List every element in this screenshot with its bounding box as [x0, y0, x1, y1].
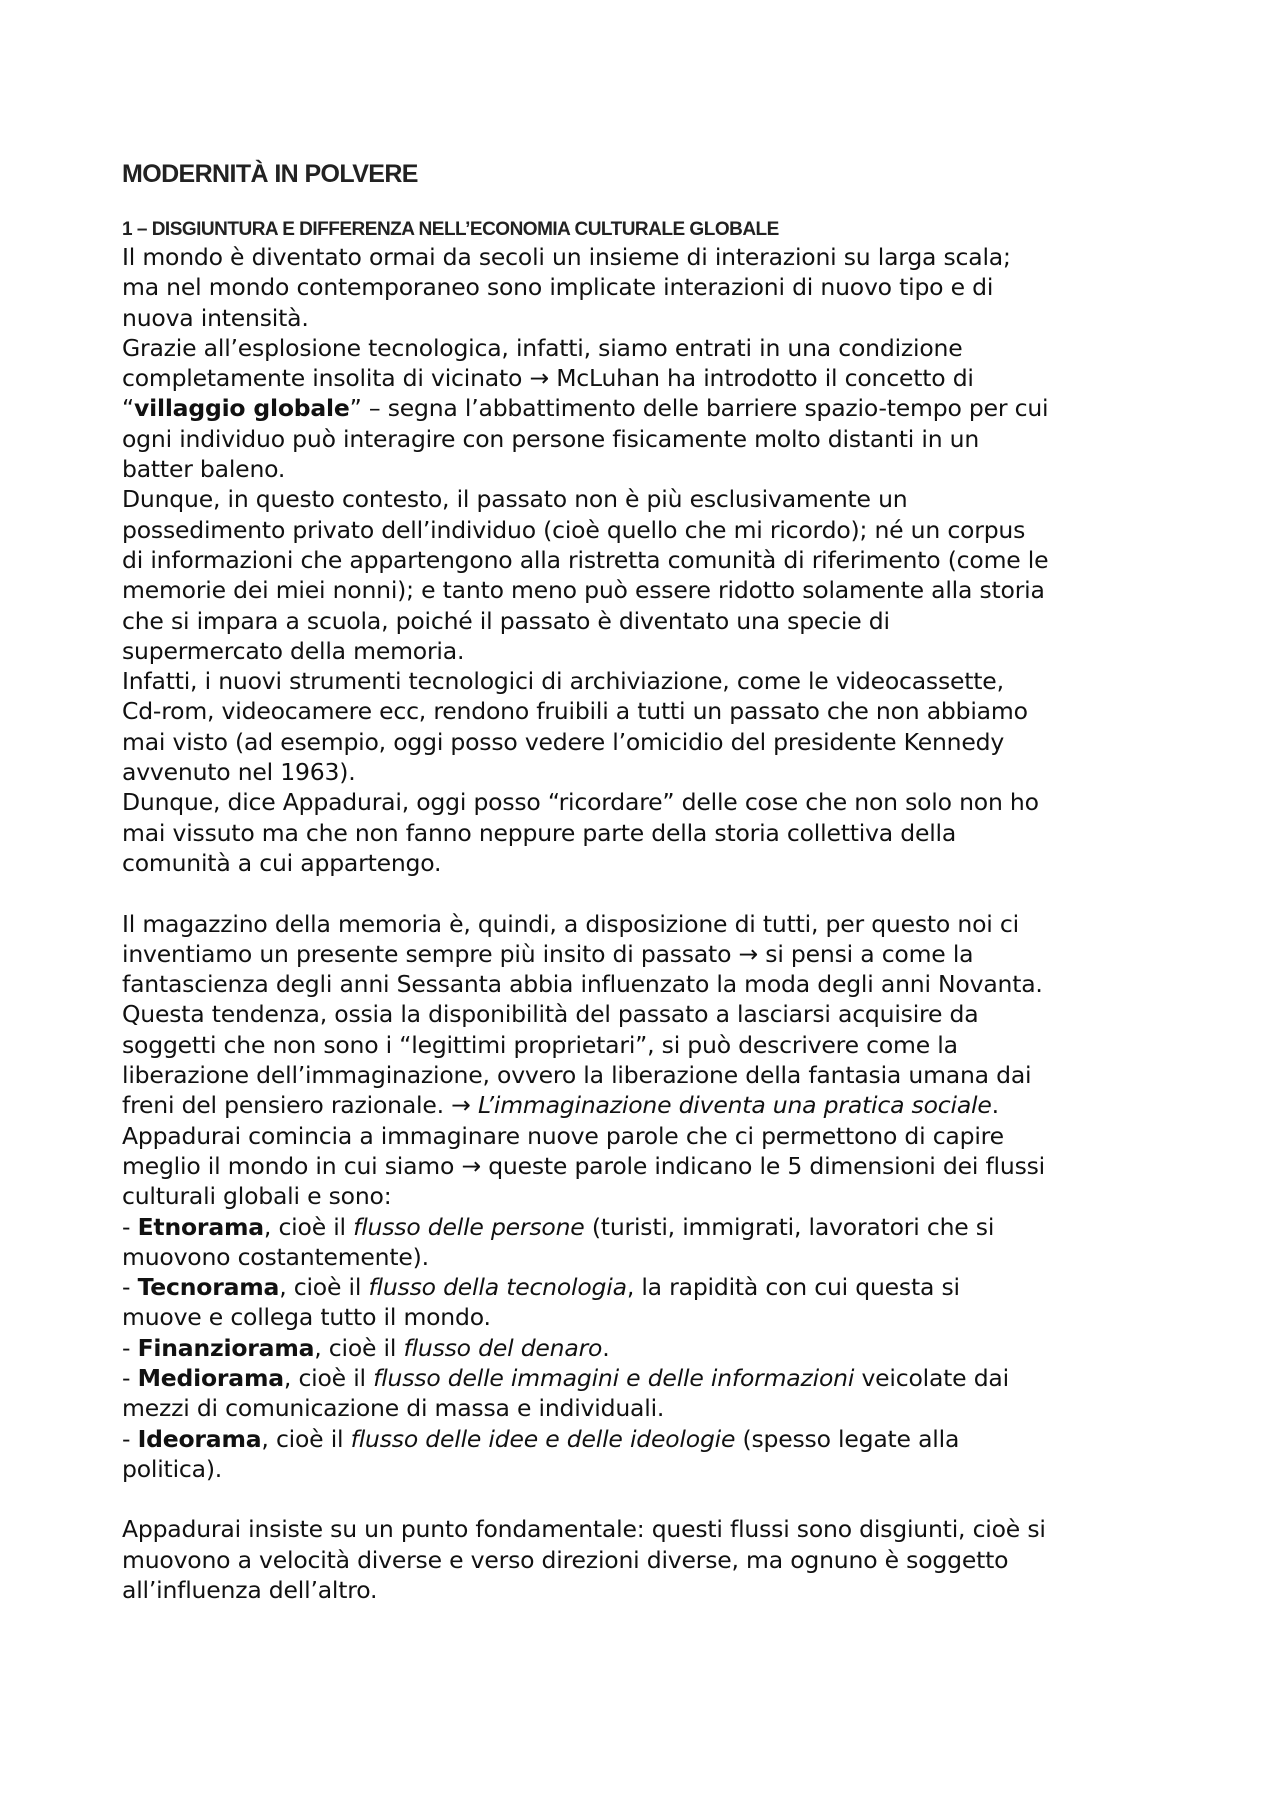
text-run: . [991, 1091, 999, 1120]
text-line [122, 939, 1172, 969]
body-text [122, 242, 1172, 1605]
text-line [122, 575, 1172, 605]
text-line [122, 272, 1172, 302]
text-run: muove e collega tutto il mondo. [122, 1303, 491, 1332]
text-run: ” – segna l’abbattimento delle barriere spazio-tempo per cui [349, 394, 1049, 423]
text-run: - [122, 1424, 138, 1453]
text-line [122, 1545, 1172, 1575]
italic-phrase: flusso del denaro [403, 1333, 603, 1362]
text-run: Grazie all’esplosione tecnologica, infatti, siamo entrati in una condizione [122, 333, 963, 362]
text-run: politica). [122, 1454, 223, 1483]
text-line [122, 1575, 1172, 1605]
text-run: , cioè il [263, 1212, 354, 1241]
text-run: - [122, 1212, 138, 1241]
text-line [122, 1393, 1172, 1423]
text-line [122, 545, 1172, 575]
text-line [122, 1363, 1172, 1393]
bold-term: villaggio globale [133, 394, 350, 423]
text-line [122, 757, 1172, 787]
section-heading: 1 – DISGIUNTURA E DIFFERENZA NELL’ECONOMIA CULTURALE GLOBALE [122, 219, 779, 240]
text-run: - [122, 1333, 138, 1362]
text-run: soggetti che non sono i “legittimi proprietari”, si può descrivere come la [122, 1030, 958, 1059]
text-run: memorie dei miei nonni); e tanto meno può essere ridotto solamente alla storia [122, 576, 1045, 605]
text-run: (spesso legate alla [735, 1424, 960, 1453]
text-line [122, 1121, 1172, 1151]
text-line [122, 424, 1172, 454]
text-run: muovono costantemente). [122, 1242, 429, 1271]
text-line [122, 848, 1172, 878]
text-line [122, 1333, 1172, 1363]
text-run: batter baleno. [122, 455, 286, 484]
text-line [122, 1212, 1172, 1242]
text-run: , cioè il [279, 1273, 369, 1302]
text-run: , cioè il [261, 1424, 351, 1453]
bold-term: Etnorama [137, 1212, 264, 1241]
text-run: di informazioni che appartengono alla ristretta comunità di riferimento (come le [122, 545, 1049, 574]
text-run: Dunque, dice Appadurai, oggi posso “ricordare” delle cose che non solo non ho [122, 788, 1039, 817]
text-line [122, 242, 1172, 272]
text-line [122, 1424, 1172, 1454]
text-run: Infatti, i nuovi strumenti tecnologici di archiviazione, come le videocassette, [122, 667, 1004, 696]
text-line [122, 393, 1172, 423]
text-run: , cioè il [283, 1363, 374, 1392]
italic-phrase: flusso delle idee e delle ideologie [350, 1424, 736, 1453]
text-run: Cd-rom, videocamere ecc, rendono fruibili a tutti un passato che non abbiamo [122, 697, 1028, 726]
text-run: liberazione dell’immaginazione, ovvero la liberazione della fantasia umana dai [122, 1061, 1032, 1090]
text-run: avvenuto nel 1963). [122, 758, 356, 787]
text-run: che si impara a scuola, poiché il passato è diventato una specie di [122, 606, 890, 635]
bold-term: Finanziorama [137, 1333, 315, 1362]
text-run: ma nel mondo contemporaneo sono implicate interazioni di nuovo tipo e di [122, 273, 994, 302]
text-run: , cioè il [314, 1333, 404, 1362]
text-run: “ [122, 394, 134, 423]
text-run: ogni individuo può interagire con persone fisicamente molto distanti in un [122, 424, 980, 453]
text-run: Questa tendenza, ossia la disponibilità del passato a lasciarsi acquisire da [122, 1000, 979, 1029]
text-line [122, 666, 1172, 696]
text-run: muovono a velocità diverse e verso direzioni diverse, ma ognuno è soggetto [122, 1545, 1009, 1574]
text-run: . [602, 1333, 610, 1362]
text-run: meglio il mondo in cui siamo → queste parole indicano le 5 dimensioni dei flussi [122, 1151, 1045, 1180]
bold-term: Mediorama [137, 1363, 284, 1392]
text-line [122, 515, 1172, 545]
text-line [122, 1514, 1172, 1544]
text-run: mai vissuto ma che non fanno neppure parte della storia collettiva della [122, 818, 957, 847]
text-run: fantascienza degli anni Sessanta abbia influenzato la moda degli anni Novanta. [122, 970, 1043, 999]
text-run: comunità a cui appartengo. [122, 848, 442, 877]
text-line [122, 484, 1172, 514]
italic-phrase: flusso delle immagini e delle informazioni [373, 1363, 855, 1392]
text-line [122, 1242, 1172, 1272]
text-run: Appadurai insiste su un punto fondamentale: questi flussi sono disgiunti, cioè si [122, 1515, 1046, 1544]
text-run: culturali globali e sono: [122, 1182, 392, 1211]
text-run: freni del pensiero razionale. → [122, 1091, 478, 1120]
text-run: nuova intensità. [122, 303, 309, 332]
text-line [122, 999, 1172, 1029]
text-line [122, 1151, 1172, 1181]
text-run: Il magazzino della memoria è, quindi, a disposizione di tutti, per questo noi ci [122, 909, 1019, 938]
text-line [122, 333, 1172, 363]
text-line [122, 909, 1172, 939]
text-line [122, 1302, 1172, 1332]
text-run: - [122, 1273, 138, 1302]
text-line [122, 1272, 1172, 1302]
text-run: completamente insolita di vicinato → McLuhan ha introdotto il concetto di [122, 364, 974, 393]
blank-line [122, 878, 1172, 908]
text-line [122, 818, 1172, 848]
text-line [122, 363, 1172, 393]
text-line [122, 636, 1172, 666]
text-run: veicolate dai [854, 1363, 1009, 1392]
bold-term: Ideorama [137, 1424, 262, 1453]
text-run: mai visto (ad esempio, oggi posso vedere l’omicidio del presidente Kennedy [122, 727, 1005, 756]
text-run: Dunque, in questo contesto, il passato non è più esclusivamente un [122, 485, 908, 514]
text-run: mezzi di comunicazione di massa e individuali. [122, 1394, 665, 1423]
text-line [122, 727, 1172, 757]
text-line [122, 454, 1172, 484]
text-run: (turisti, immigrati, lavoratori che si [584, 1212, 995, 1241]
italic-phrase: flusso delle persone [353, 1212, 585, 1241]
text-line [122, 606, 1172, 636]
page-title: MODERNITÀ IN POLVERE [122, 160, 418, 188]
text-run: all’influenza dell’altro. [122, 1576, 378, 1605]
blank-line [122, 1484, 1172, 1514]
text-run: Il mondo è diventato ormai da secoli un insieme di interazioni su larga scala; [122, 243, 1011, 271]
text-run: inventiamo un presente sempre più insito di passato → si pensi a come la [122, 939, 974, 968]
text-line [122, 787, 1172, 817]
text-run: possedimento privato dell’individuo (cioè quello che mi ricordo); né un corpus [122, 515, 1026, 544]
bold-term: Tecnorama [137, 1273, 280, 1302]
italic-phrase: flusso della tecnologia [368, 1273, 627, 1302]
text-run: Appadurai comincia a immaginare nuove parole che ci permettono di capire [122, 1121, 1004, 1150]
text-line [122, 1060, 1172, 1090]
text-line [122, 1030, 1172, 1060]
italic-phrase: L’immaginazione diventa una pratica sociale [477, 1091, 992, 1120]
document-content [122, 158, 1172, 1605]
text-line [122, 1454, 1172, 1484]
text-line [122, 969, 1172, 999]
text-line [122, 696, 1172, 726]
text-line [122, 1181, 1172, 1211]
text-run: - [122, 1363, 138, 1392]
text-run: supermercato della memoria. [122, 636, 465, 665]
text-run: , la rapidità con cui questa si [626, 1273, 960, 1302]
text-line [122, 1090, 1172, 1120]
text-line [122, 303, 1172, 333]
